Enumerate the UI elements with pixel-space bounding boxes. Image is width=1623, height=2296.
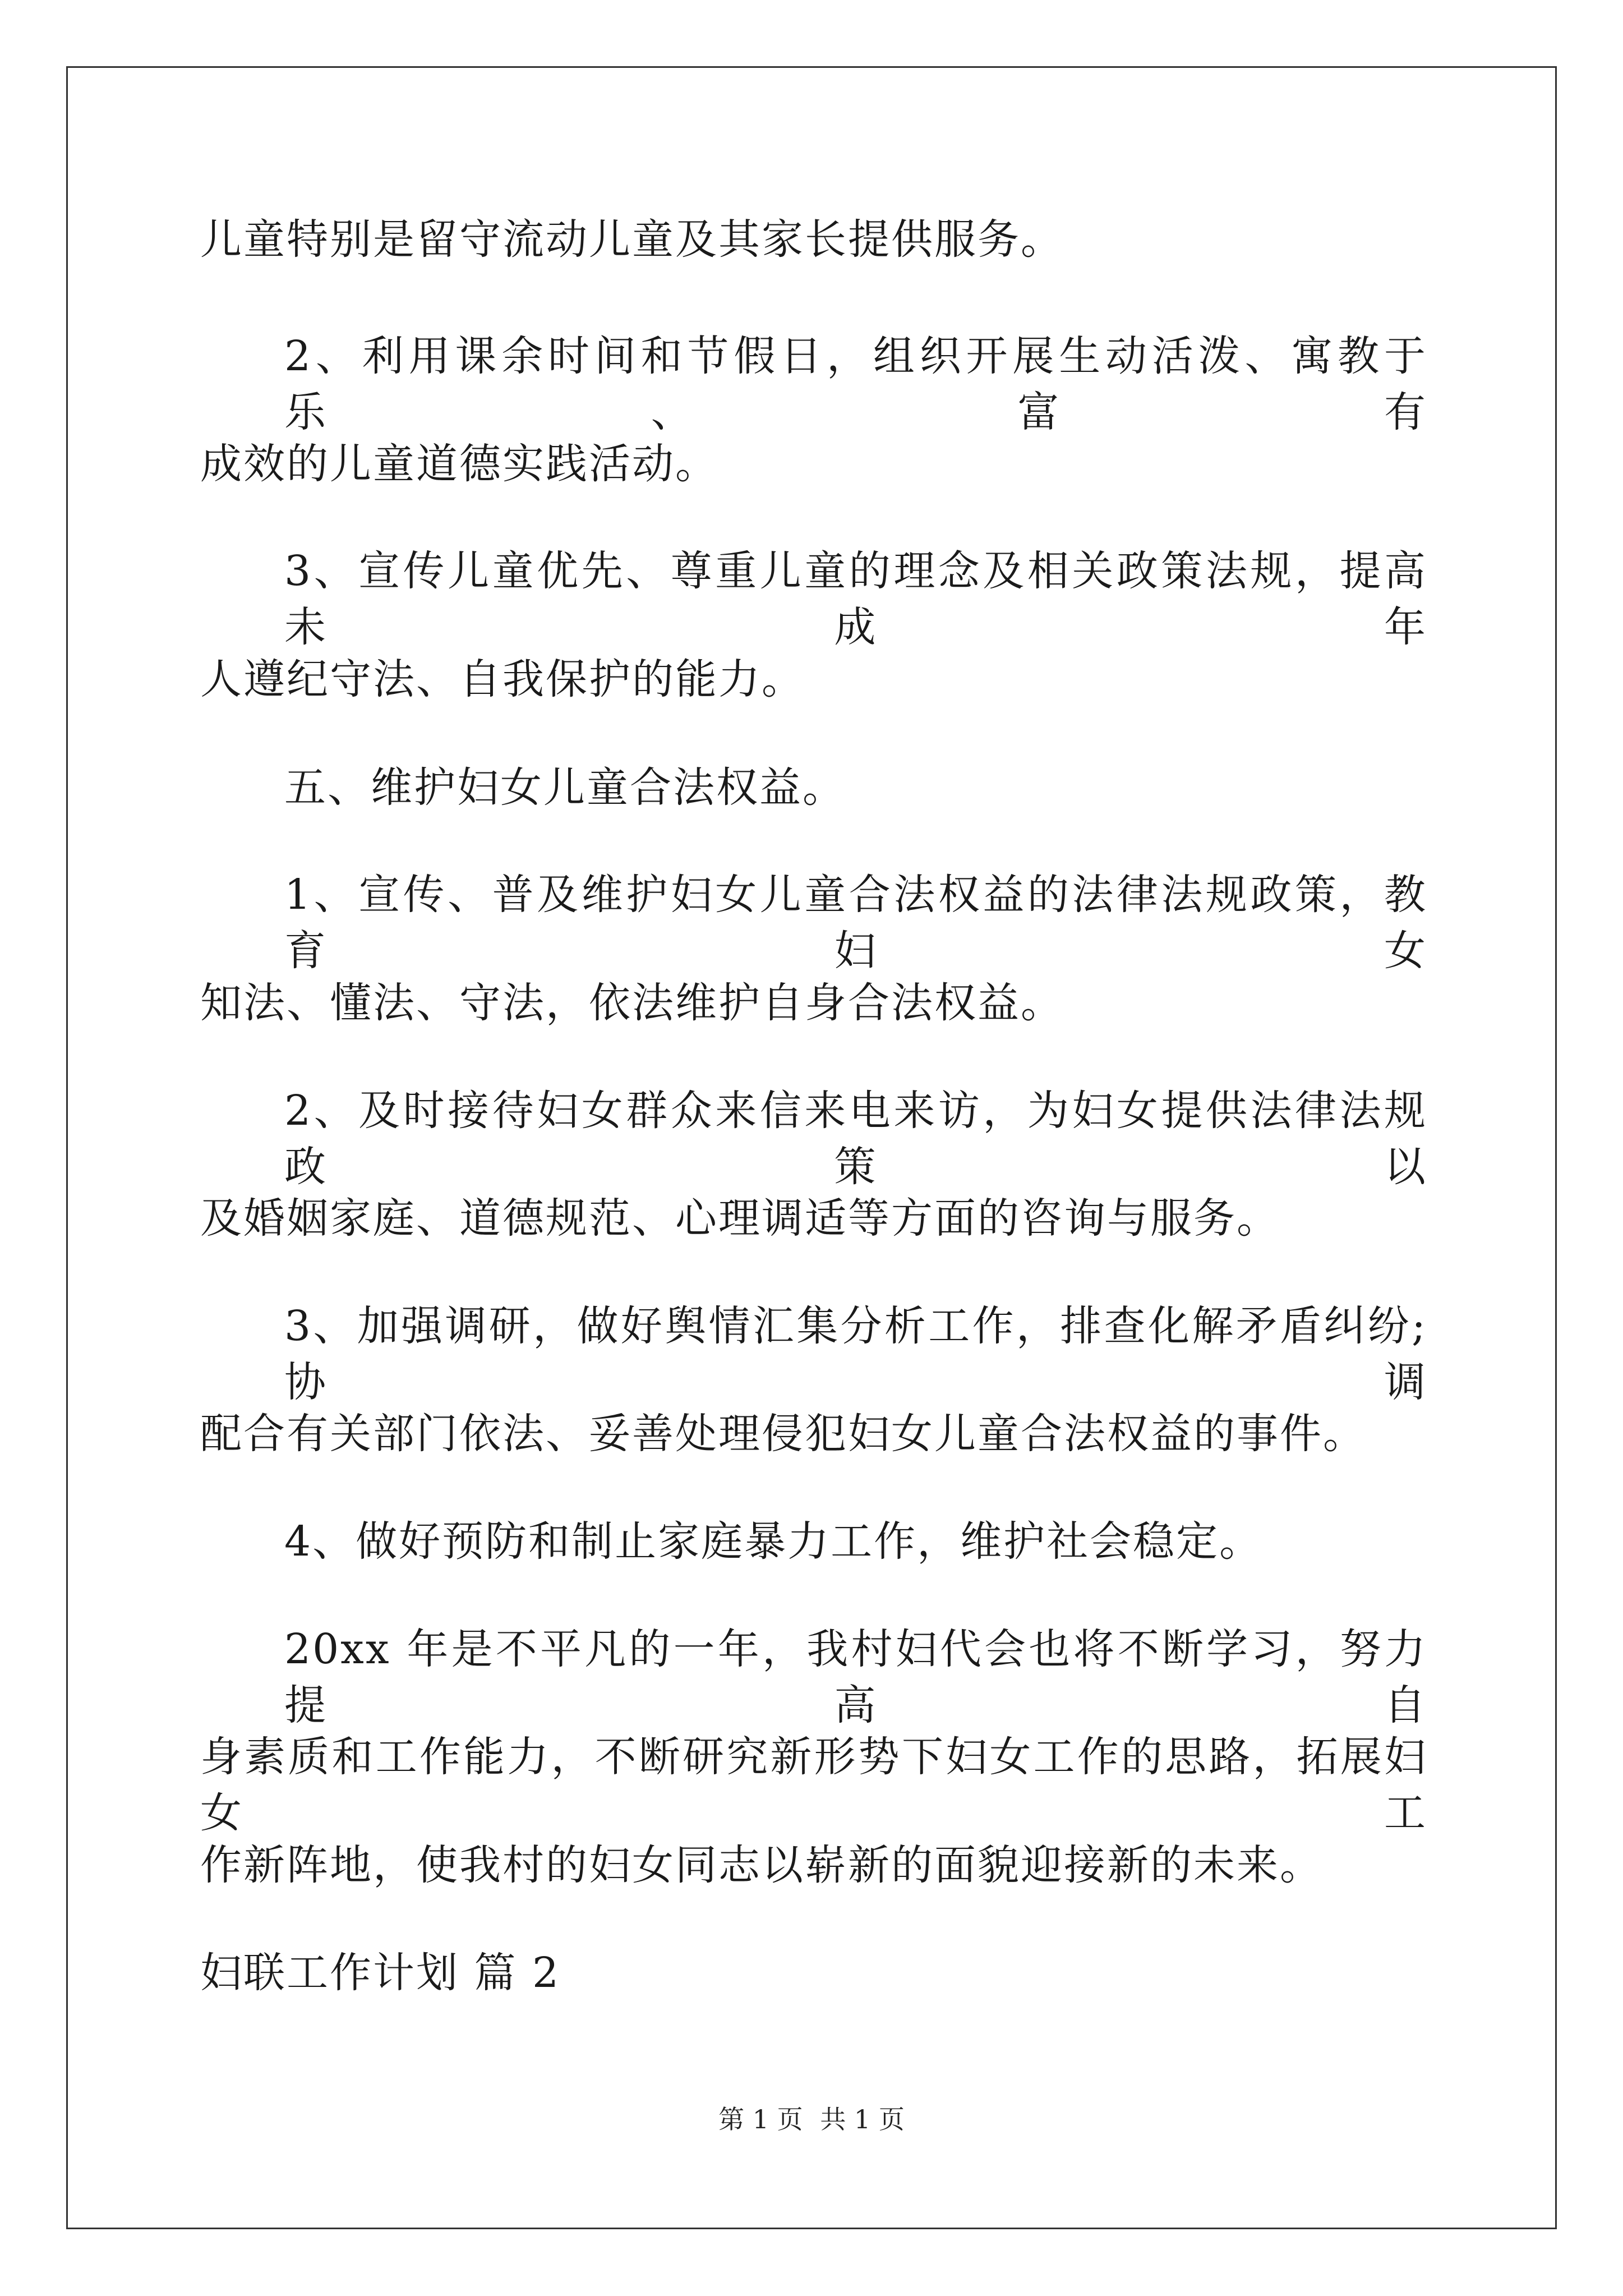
text-line: 儿童特别是留守流动儿童及其家长提供服务。 [200,215,1064,264]
section-title: 妇联工作计划 篇 2 [200,1949,561,1997]
text-line: 3、宣传儿童优先、尊重儿童的理念及相关政策法规，提高未成年 [284,547,1427,651]
text-line: 20xx 年是不平凡的一年，我村妇代会也将不断学习，努力提高自 [284,1625,1427,1729]
text-line: 配合有关部门依法、妥善处理侵犯妇女儿童合法权益的事件。 [200,1410,1366,1458]
page-footer [0,2102,1623,2136]
text-line: 及婚姻家庭、道德规范、心理调适等方面的咨询与服务。 [200,1194,1280,1243]
page-total: 共 1 页 [820,2104,905,2134]
page-number: 第 1 页 [718,2104,803,2134]
section-heading: 五、维护妇女儿童合法权益。 [284,763,846,812]
text-line: 人遵纪守法、自我保护的能力。 [200,655,805,703]
text-line: 3、加强调研，做好舆情汇集分析工作，排查化解矛盾纠纷;协调 [284,1302,1427,1406]
text-line: 2、利用课余时间和节假日，组织开展生动活泼、寓教于乐、富有 [284,332,1427,436]
text-line: 成效的儿童道德实践活动。 [200,440,718,488]
text-line: 知法、懂法、守法，依法维护自身合法权益。 [200,979,1064,1027]
text-line: 1、宣传、普及维护妇女儿童合法权益的法律法规政策，教育妇女 [284,871,1427,975]
text-line: 作新阵地，使我村的妇女同志以崭新的面貌迎接新的未来。 [200,1841,1323,1889]
text-line: 2、及时接待妇女群众来信来电来访，为妇女提供法律法规政策以 [284,1087,1427,1191]
text-line: 4、做好预防和制止家庭暴力工作，维护社会稳定。 [284,1517,1263,1566]
text-line: 身素质和工作能力，不断研究新形势下妇女工作的思路，拓展妇女工 [200,1733,1427,1837]
